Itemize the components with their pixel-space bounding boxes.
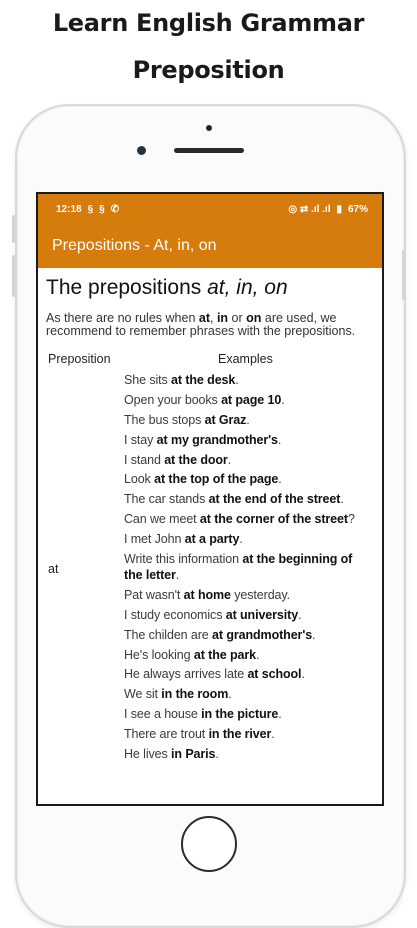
examples-table [46,352,374,766]
example-row: Look at the top of the page. [124,472,282,487]
heading-prepositions: at, in, on [207,276,288,299]
preposition-cell: at [48,561,59,576]
example-row: He lives in Paris. [124,747,219,762]
example-row: Pat wasn't at home yesterday. [124,587,291,602]
example-row: The bus stops at Graz. [124,412,250,427]
volume-button [12,255,15,297]
article-content [38,276,382,766]
proximity-sensor [206,125,212,131]
header-examples: Examples [218,352,273,366]
whatsapp-icon: ✆ [110,203,120,215]
promo-title-line2: Preposition [132,56,285,84]
example-row: There are trout in the river. [124,727,275,742]
example-row: Can we meet at the corner of the street? [124,512,355,527]
volume-button [12,215,15,243]
intro-paragraph: As there are no rules when at, in or on are used, we recommend to remember phrases with the prepositions. [46,311,356,338]
example-row: I met John at a party. [124,532,243,547]
example-row: Write this information at the beginning of the letter. [124,552,353,583]
status-time: 12:18 [56,203,82,215]
example-row: I see a house in the picture. [124,707,282,722]
promo-title-line1: Learn English Grammar [52,9,365,37]
example-row: He's looking at the park. [124,647,260,662]
app-bar [38,224,382,268]
header-preposition: Preposition [48,352,111,366]
example-row: Open your books at page 10. [124,392,285,407]
earpiece-speaker [174,148,244,153]
article-heading: The prepositions at, in, on [46,276,288,299]
signal-icons: ◎ ⇄ .ıl .ıl [288,203,331,215]
examples-cell [124,372,374,766]
example-row: I study economics at university. [124,607,302,622]
notification-icon: § [87,203,94,215]
app-screen [36,192,384,806]
status-bar [38,194,382,224]
example-row: We sit in the room. [124,687,232,702]
example-row: She sits at the desk. [124,373,239,387]
example-row: He always arrives late at school. [124,667,305,682]
front-camera-icon [137,146,146,155]
battery-percent: 67% [347,203,368,215]
table-body [46,372,374,766]
battery-icon: ▮ [336,203,342,215]
power-button [402,250,405,300]
example-row: I stand at the door. [124,452,232,467]
example-row: I stay at my grandmother's. [124,432,282,447]
home-button[interactable] [181,816,237,872]
table-header [46,352,374,368]
example-row: The childen are at grandmother's. [124,627,316,642]
app-bar-title: Prepositions - At, in, on [52,237,217,254]
example-row: The car stands at the end of the street. [124,492,344,507]
notification-icon: § [99,203,105,215]
